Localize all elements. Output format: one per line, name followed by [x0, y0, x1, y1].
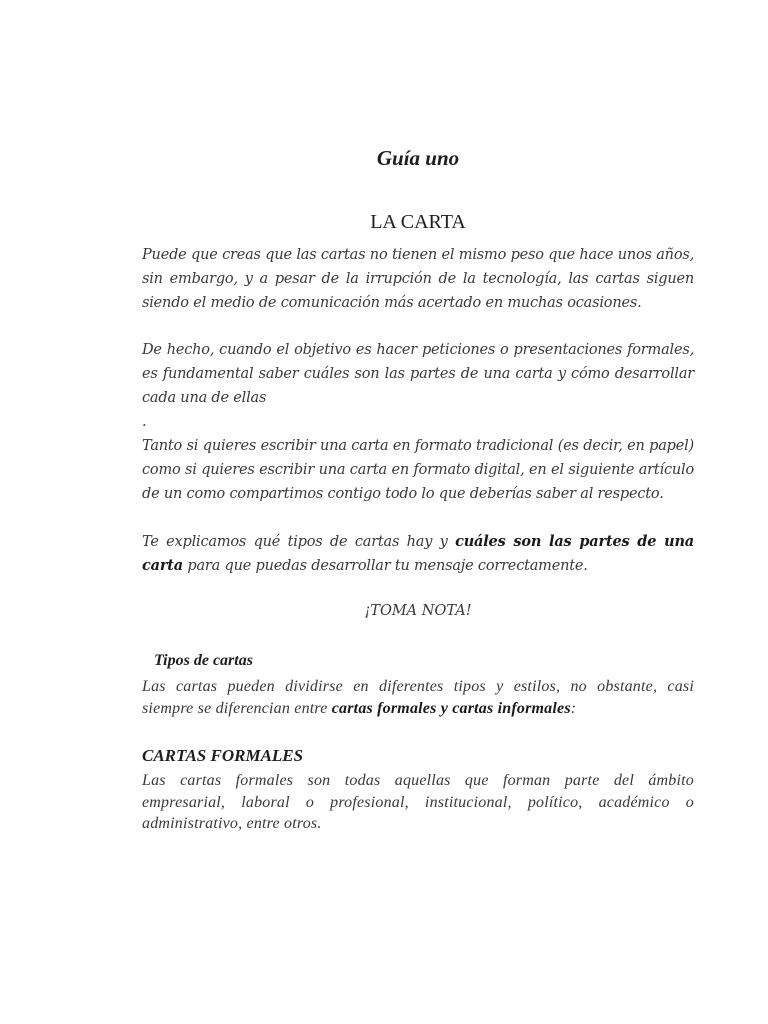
- paragraph-line: Las cartas pueden dividirse en diferentes tipos y estilos, no obstante, casi: [142, 678, 694, 695]
- paragraph-formales: [142, 770, 694, 835]
- paragraph-line: siendo el medio de comunicación más acertado en muchas ocasiones.: [142, 295, 642, 311]
- bold-text: cuáles son las partes de una: [455, 533, 694, 550]
- paragraph-line: como si quieres escribir una carta en formato digital, en el siguiente artículo: [142, 462, 694, 478]
- bold-text: carta: [142, 557, 183, 574]
- text-run: Te explicamos qué tipos de cartas hay y: [142, 534, 456, 550]
- paragraph-line: Tanto si quieres escribir una carta en formato tradicional (es decir, en papel): [142, 438, 694, 454]
- paragraph-line: Las cartas formales son todas aquellas que forman parte del ámbito: [142, 772, 694, 789]
- text-run: :: [570, 699, 577, 717]
- document-title: Guía uno: [376, 146, 460, 170]
- paragraph-explicamos: [142, 530, 694, 578]
- subheading-tipos: Tipos de cartas: [154, 652, 253, 669]
- text-run: siempre se diferencian entre: [142, 699, 332, 717]
- paragraph-line: Puede que creas que las cartas no tienen el mismo peso que hace unos años,: [142, 247, 694, 263]
- paragraph-line: cada una de ellas: [142, 390, 267, 406]
- paragraph-line: de un como compartimos contigo todo lo que deberías saber al respecto.: [142, 486, 664, 502]
- paragraph-line: sin embargo, y a pesar de la irrupción de la tecnología, las cartas siguen: [142, 271, 694, 287]
- section-heading-la-carta: LA CARTA: [370, 211, 466, 233]
- text-run: para que puedas desarrollar tu mensaje correctamente.: [182, 558, 588, 574]
- paragraph-line: De hecho, cuando el objetivo es hacer peticiones o presentaciones formales,: [142, 342, 694, 358]
- paragraph-line: administrativo, entre otros.: [142, 815, 322, 832]
- paragraph-line: es fundamental saber cuáles son las partes de una carta y cómo desarrollar: [142, 366, 694, 382]
- stray-dot: .: [142, 414, 147, 430]
- toma-nota: ¡TOMA NOTA!: [364, 603, 472, 619]
- paragraph-tipos: [142, 676, 694, 719]
- paragraph-line: [142, 554, 694, 578]
- paragraph-objetivo: [142, 338, 694, 434]
- paragraph-line: [142, 698, 694, 720]
- section-heading-formales: CARTAS FORMALES: [142, 746, 304, 765]
- bold-text: cartas formales y cartas informales: [331, 699, 571, 717]
- paragraph-formato: [142, 434, 694, 506]
- paragraph-line: [142, 530, 694, 554]
- paragraph-line: empresarial, laboral o profesional, institucional, político, académico o: [142, 793, 694, 811]
- paragraph-intro: [142, 243, 694, 315]
